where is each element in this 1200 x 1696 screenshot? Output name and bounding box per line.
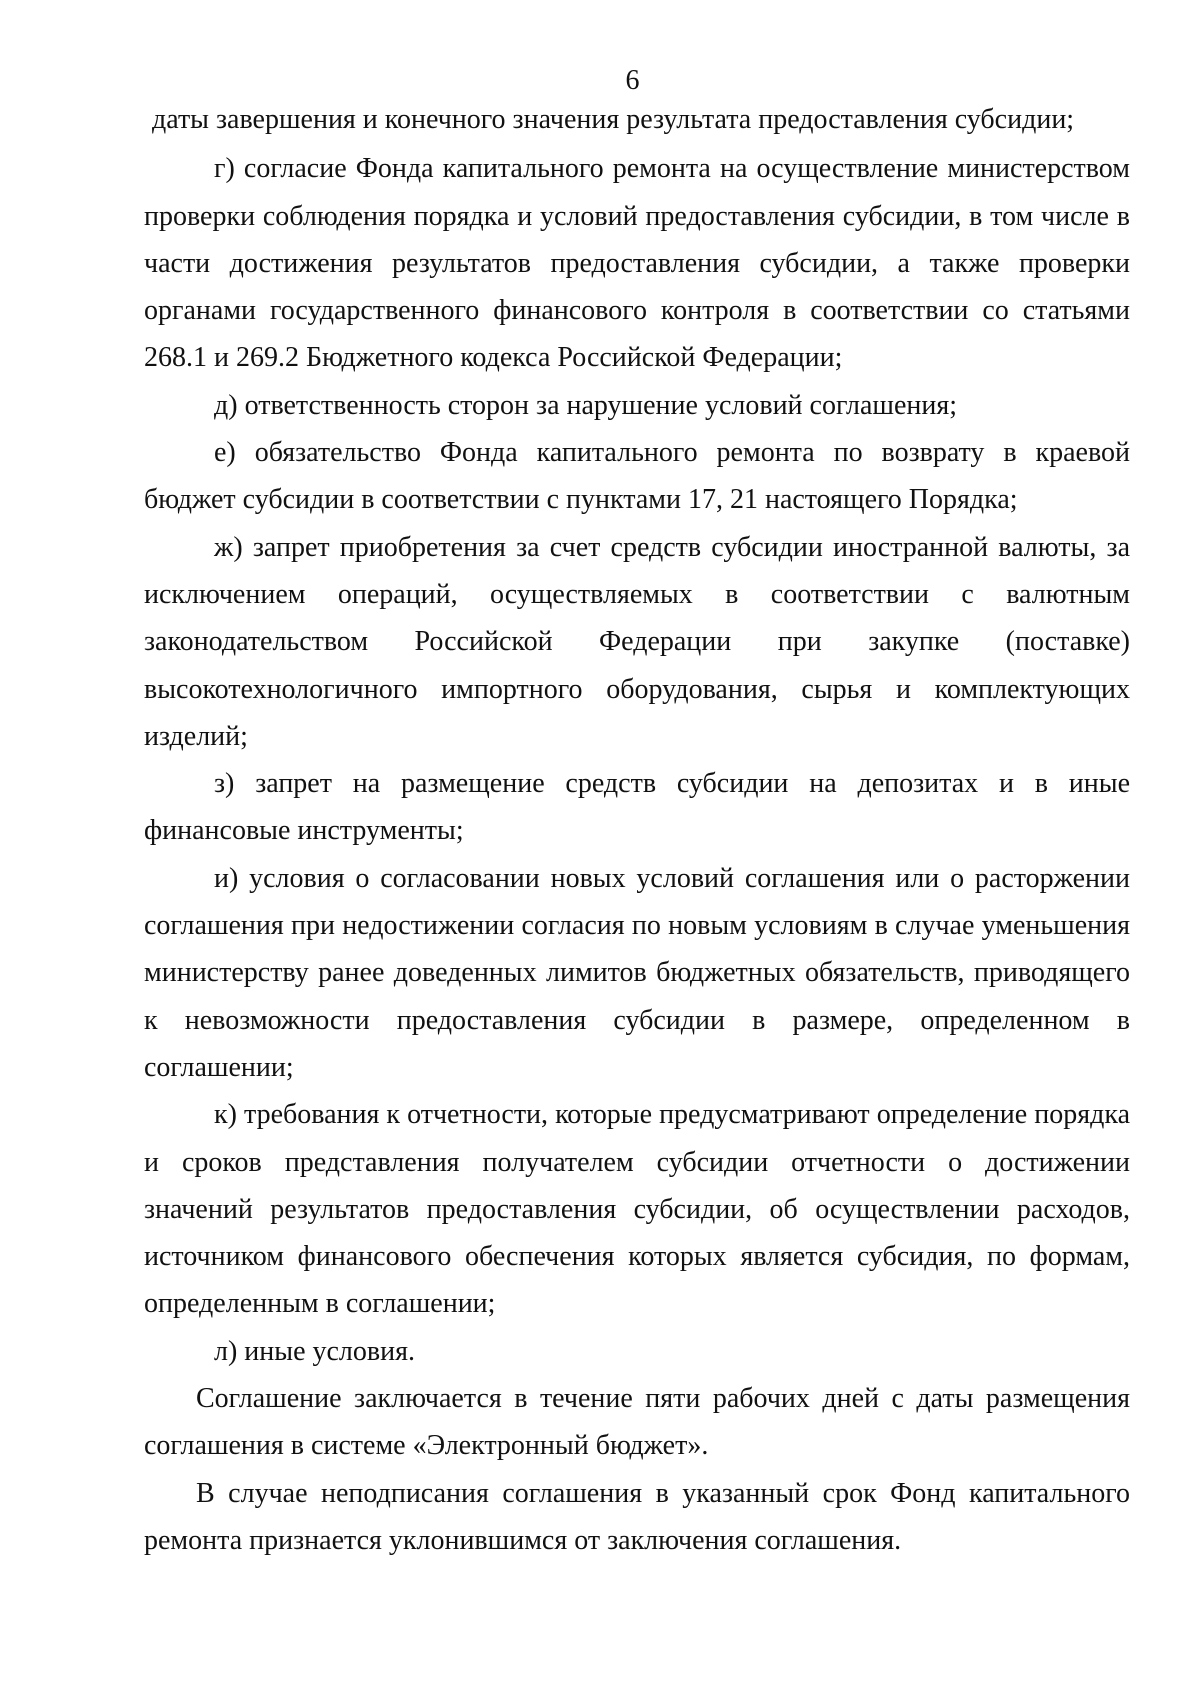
paragraph-item-z: з) запрет на размещение средств субсидии на депозитах и в иные финансовые инструменты;	[144, 768, 1130, 847]
document-body	[144, 96, 1130, 1564]
paragraph-item-l: л) иные условия.	[214, 1335, 415, 1367]
paragraph-continuation: даты завершения и конечного значения результата предоставления субсидии;	[152, 104, 1075, 135]
paragraph-item-e: е) обязательство Фонда капитального ремонта по возврату в краевой бюджет субсидии в соответствии с пунктами 17, 21 настоящего Порядка;	[144, 437, 1130, 516]
paragraph-item-k: к) требования к отчетности, которые предусматривают определение порядка и сроков представления получателем субсидии отчетности о достижении значений результатов предоставления субсидии, об осуществлении расходов, источником финансового обеспечения которых является субсидия, по формам, определенным в соглашении;	[144, 1099, 1130, 1320]
page-number: 6	[625, 65, 640, 96]
paragraph-item-d: д) ответственность сторон за нарушение условий соглашения;	[214, 389, 958, 421]
paragraph-non-signing: В случае неподписания соглашения в указанный срок Фонд капитального ремонта признается уклонившимся от заключения соглашения.	[144, 1477, 1130, 1556]
paragraph-item-g: г) согласие Фонда капитального ремонта на осуществление министерством проверки соблюдения порядка и условий предоставления субсидии, в том числе в части достижения результатов предоставления субсидии, а также проверки органами государственного финансового контроля в соответствии со статьями 268.1 и 269.2 Бюджетного кодекса Российской Федерации;	[144, 153, 1130, 374]
paragraph-item-zh: ж) запрет приобретения за счет средств субсидии иностранной валюты, за исключением операций, осуществляемых в соответствии с валютным законодательством Российской Федерации при закупке (поставке) высокотехнологичного импортного оборудования, сырья и комплектующих изделий;	[144, 531, 1130, 752]
paragraph-agreement-term: Соглашение заключается в течение пяти рабочих дней с даты размещения соглашения в системе «Электронный бюджет».	[144, 1383, 1130, 1462]
paragraph-item-i: и) условия о согласовании новых условий соглашения или о расторжении соглашения при недостижении согласия по новым условиям в случае уменьшения министерству ранее доведенных лимитов бюджетных обязательств, приводящего к невозможности предоставления субсидии в размере, определенном в соглашении;	[144, 862, 1130, 1083]
